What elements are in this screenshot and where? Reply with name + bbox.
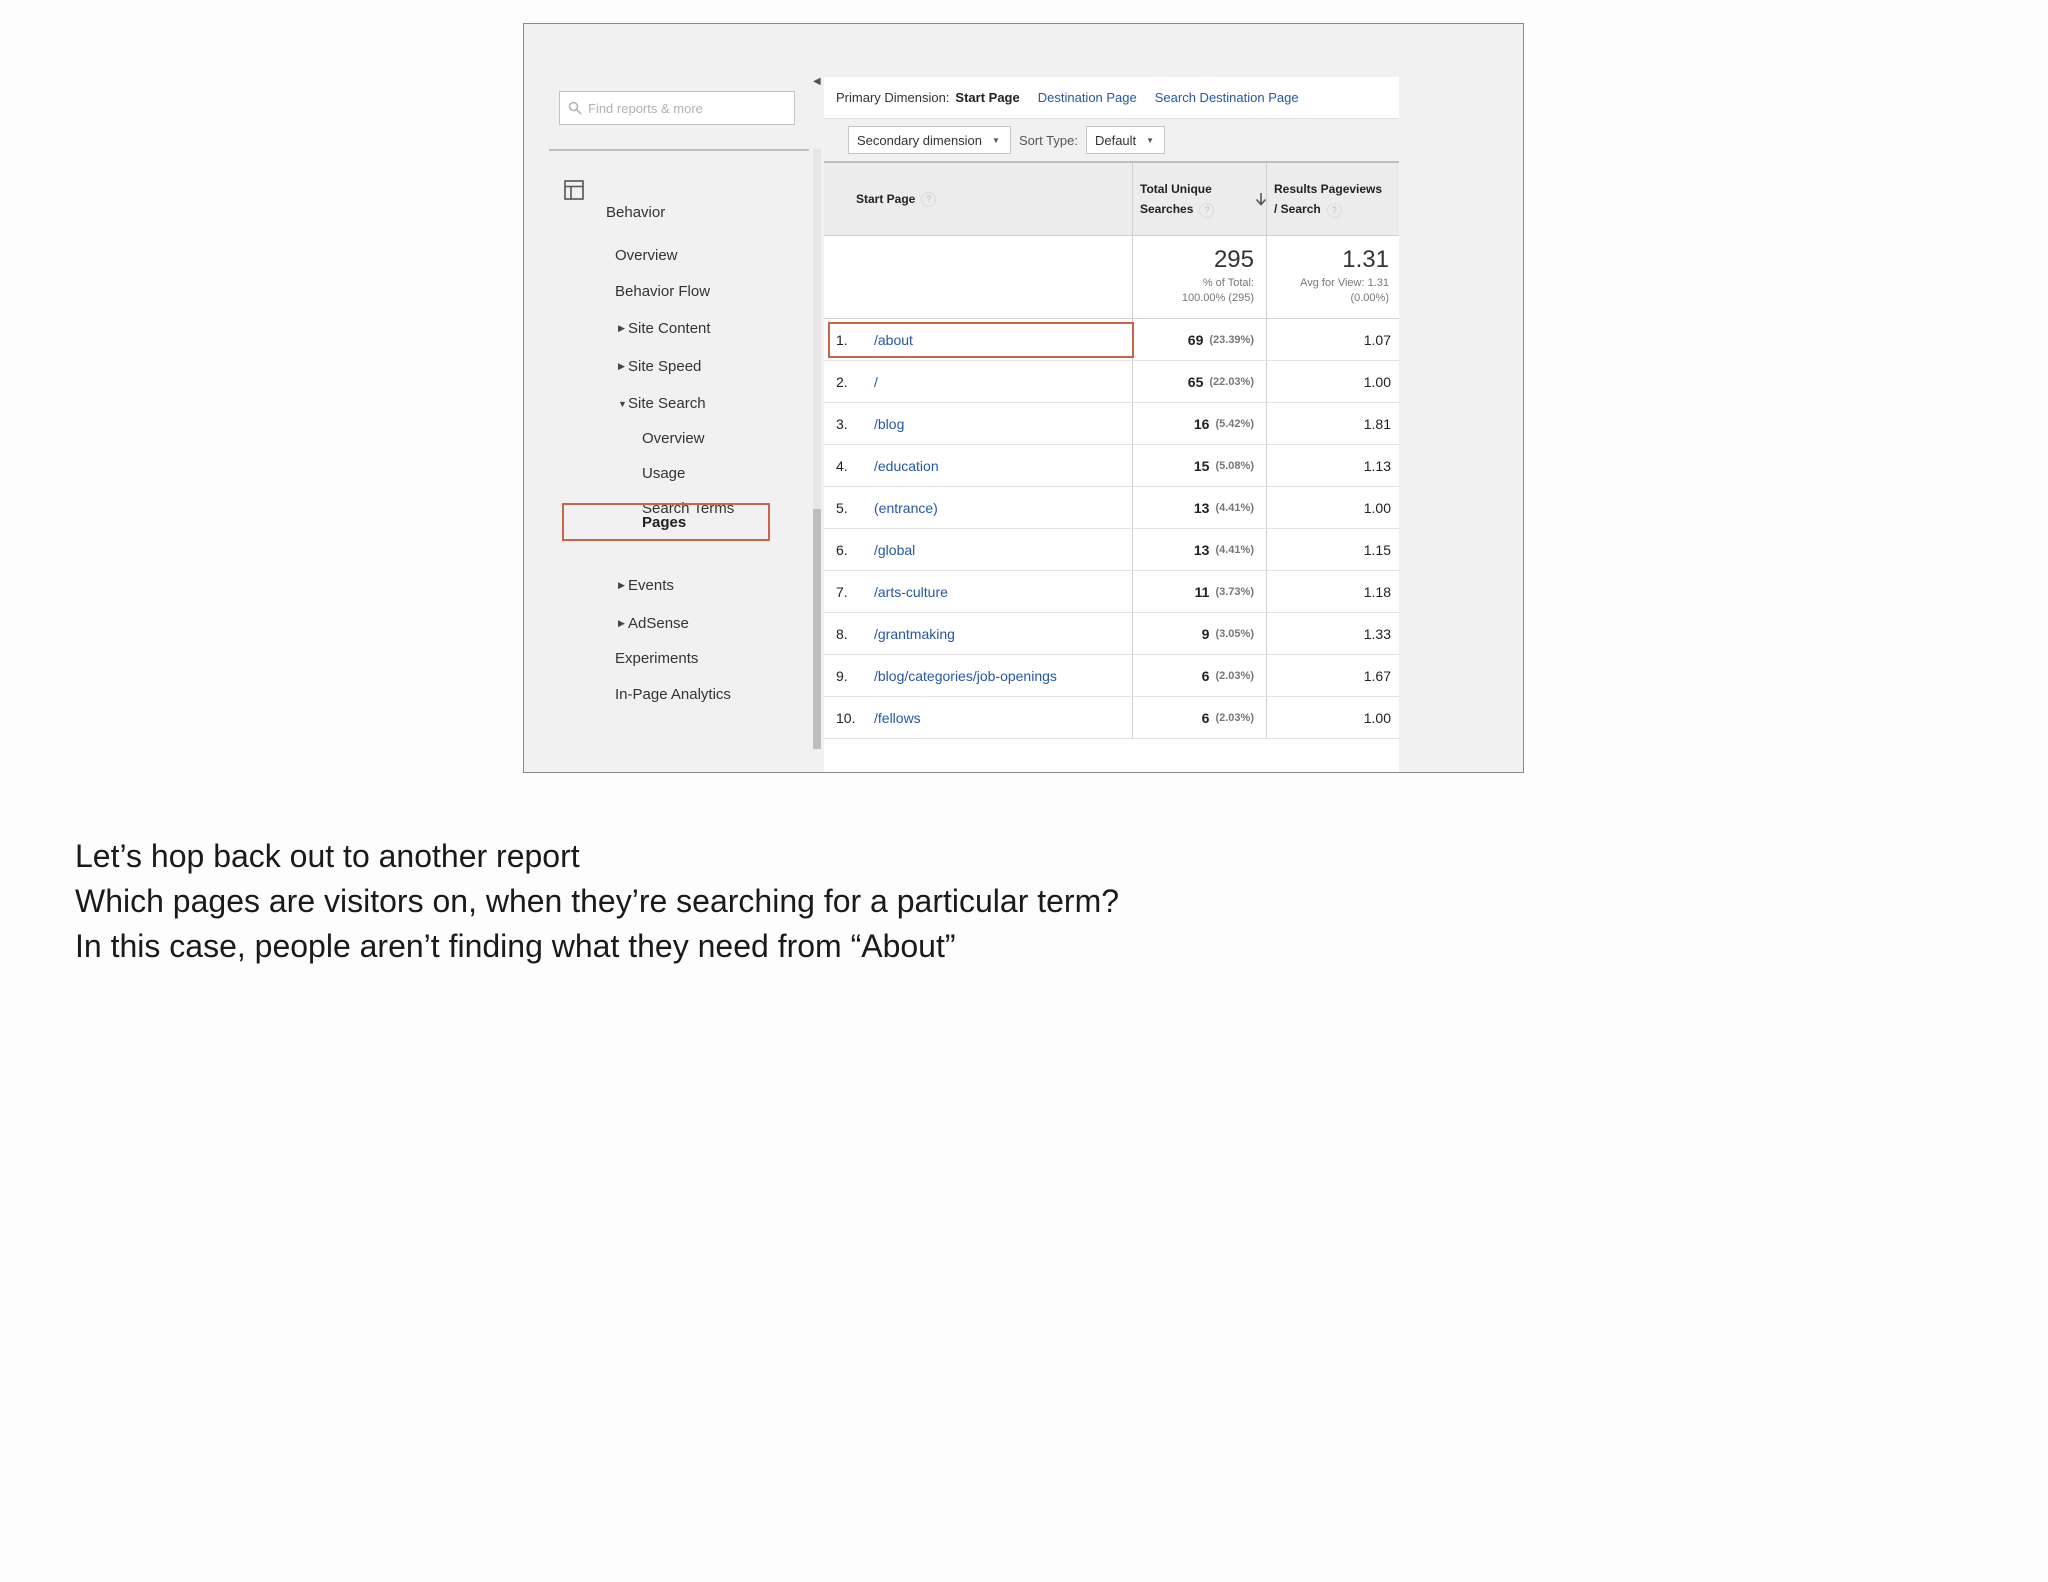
sort-type-dropdown[interactable] bbox=[1086, 126, 1165, 154]
column-divider bbox=[1266, 236, 1267, 318]
data-table bbox=[824, 161, 1399, 739]
start-page-link[interactable]: /fellows bbox=[874, 709, 921, 726]
column-header-results-pageviews[interactable] bbox=[1274, 163, 1382, 235]
results-pageviews-value: 1.00 bbox=[1363, 709, 1391, 726]
searches-cell bbox=[1195, 571, 1254, 612]
table-row bbox=[824, 361, 1399, 403]
sidebar-item-in-page-analytics[interactable] bbox=[615, 686, 731, 703]
column-divider bbox=[1266, 697, 1267, 738]
row-index: 10. bbox=[836, 709, 856, 726]
total-pageviews-sub1: Avg for View: 1.31 bbox=[1300, 277, 1389, 289]
column-divider bbox=[1266, 163, 1267, 235]
totals-row bbox=[824, 236, 1399, 319]
searches-value: 65 bbox=[1187, 373, 1204, 390]
column-header-label: / Search bbox=[1274, 202, 1321, 216]
searches-percent: (22.03%) bbox=[1209, 375, 1254, 388]
column-divider bbox=[1132, 655, 1133, 696]
sidebar-item-site-search[interactable] bbox=[618, 395, 706, 412]
column-divider bbox=[1266, 571, 1267, 612]
sidebar-item-label: Site Content bbox=[628, 320, 711, 337]
report-panel bbox=[824, 77, 1399, 773]
searches-percent: (23.39%) bbox=[1209, 333, 1254, 346]
help-icon[interactable]: ? bbox=[1327, 203, 1342, 218]
sidebar-item-experiments[interactable] bbox=[615, 650, 698, 667]
searches-percent: (5.42%) bbox=[1215, 417, 1254, 430]
results-pageviews-value: 1.13 bbox=[1363, 457, 1391, 474]
row-index: 9. bbox=[836, 667, 848, 684]
column-divider bbox=[1132, 403, 1133, 444]
results-pageviews-value: 1.67 bbox=[1363, 667, 1391, 684]
behavior-icon bbox=[564, 180, 584, 200]
row-index: 3. bbox=[836, 415, 848, 432]
start-page-link[interactable]: (entrance) bbox=[874, 499, 938, 516]
sidebar-item-behavior-flow[interactable] bbox=[615, 283, 710, 300]
chevron-down-icon: ▼ bbox=[992, 135, 1000, 145]
table-row bbox=[824, 613, 1399, 655]
searches-cell bbox=[1188, 361, 1254, 402]
sidebar-item-pages[interactable] bbox=[562, 503, 770, 541]
start-page-link[interactable]: /global bbox=[874, 541, 916, 558]
sidebar-item-site-content[interactable] bbox=[618, 320, 711, 337]
searches-cell bbox=[1202, 655, 1254, 696]
column-header-label: Searches bbox=[1140, 202, 1194, 216]
results-pageviews-value: 1.15 bbox=[1363, 541, 1391, 558]
searches-percent: (4.41%) bbox=[1215, 543, 1254, 556]
sort-type-label: Sort Type: bbox=[1018, 132, 1078, 148]
primary-dimension-bar bbox=[824, 77, 1399, 119]
sidebar-section-behavior[interactable] bbox=[606, 204, 665, 221]
column-divider bbox=[1266, 319, 1267, 360]
secondary-dimension-dropdown[interactable] bbox=[848, 126, 1011, 154]
searches-percent: (2.03%) bbox=[1215, 669, 1254, 682]
note-line-1: Let’s hop back out to another report bbox=[75, 838, 580, 874]
searches-percent: (4.41%) bbox=[1215, 501, 1254, 514]
start-page-link[interactable]: /education bbox=[874, 457, 939, 474]
expand-triangle-icon: ▶ bbox=[618, 323, 625, 333]
sidebar-item-events[interactable] bbox=[618, 577, 674, 594]
column-divider bbox=[1132, 529, 1133, 570]
expand-triangle-icon: ▶ bbox=[618, 580, 625, 590]
total-searches-sub1: % of Total: bbox=[1202, 277, 1254, 289]
note-line-2: Which pages are visitors on, when they’re searching for a particular term? bbox=[75, 883, 1120, 919]
primary-dimension-label: Primary Dimension: bbox=[836, 90, 950, 105]
searches-cell bbox=[1194, 445, 1254, 486]
sidebar-item-overview[interactable] bbox=[615, 247, 678, 264]
searches-cell bbox=[1202, 613, 1254, 654]
table-body bbox=[824, 319, 1399, 739]
expand-triangle-icon: ▶ bbox=[618, 361, 625, 371]
total-searches-sub2: 100.00% (295) bbox=[1181, 292, 1254, 304]
table-row bbox=[824, 697, 1399, 739]
sidebar-item-site-speed[interactable] bbox=[618, 358, 701, 375]
table-row bbox=[824, 445, 1399, 487]
searches-value: 13 bbox=[1193, 541, 1210, 558]
row-index: 5. bbox=[836, 499, 848, 516]
analytics-screenshot bbox=[523, 23, 1524, 773]
column-header-label: Start Page bbox=[856, 192, 916, 206]
sidebar-item-label: Site Speed bbox=[628, 358, 702, 375]
note-line-3: In this case, people aren’t finding what they need from “About” bbox=[75, 928, 956, 964]
collapse-triangle-icon: ▼ bbox=[618, 398, 627, 409]
searches-value: 9 bbox=[1201, 625, 1210, 642]
row-index: 4. bbox=[836, 457, 848, 474]
table-row bbox=[824, 487, 1399, 529]
column-divider bbox=[1132, 163, 1133, 235]
collapse-sidebar-icon[interactable]: ◀ bbox=[813, 76, 821, 87]
start-page-link[interactable]: /blog bbox=[874, 415, 905, 432]
table-row bbox=[824, 571, 1399, 613]
results-pageviews-value: 1.00 bbox=[1363, 373, 1391, 390]
sidebar-item-label: Search Terms bbox=[642, 500, 735, 517]
column-divider bbox=[1266, 403, 1267, 444]
column-divider bbox=[1266, 361, 1267, 402]
searches-cell bbox=[1188, 319, 1254, 360]
searches-percent: (3.05%) bbox=[1215, 627, 1254, 640]
row-index: 2. bbox=[836, 373, 848, 390]
column-divider bbox=[1132, 487, 1133, 528]
column-header-label: Results Pageviews bbox=[1274, 182, 1383, 196]
row-index: 8. bbox=[836, 625, 848, 642]
table-row bbox=[824, 529, 1399, 571]
table-row bbox=[824, 655, 1399, 697]
column-divider bbox=[1132, 361, 1133, 402]
chevron-down-icon: ▼ bbox=[1146, 135, 1155, 145]
total-pageviews-value: 1.31 bbox=[1342, 246, 1389, 273]
sidebar-section-label: Behavior bbox=[606, 204, 666, 221]
search-input[interactable] bbox=[559, 91, 795, 125]
column-divider bbox=[1132, 445, 1133, 486]
total-searches-subtext bbox=[1182, 276, 1254, 306]
dimension-start-page[interactable]: Start Page bbox=[955, 90, 1020, 105]
results-pageviews-value: 1.00 bbox=[1363, 499, 1391, 516]
sidebar-divider bbox=[549, 149, 809, 151]
start-page-link[interactable]: /blog/categories/job-openings bbox=[874, 667, 1057, 684]
secondary-dimension-label: Secondary dimension bbox=[857, 132, 983, 148]
sidebar-item-label: In-Page Analytics bbox=[615, 686, 731, 703]
searches-percent: (3.73%) bbox=[1215, 585, 1254, 598]
dimension-search-destination-page[interactable]: Search Destination Page bbox=[1154, 90, 1299, 105]
slide-notes bbox=[75, 834, 1119, 969]
searches-cell bbox=[1194, 487, 1254, 528]
results-pageviews-value: 1.33 bbox=[1363, 625, 1391, 642]
sidebar-item-adsense[interactable] bbox=[618, 615, 689, 632]
row-index: 1. bbox=[836, 331, 848, 348]
start-page-link[interactable]: /grantmaking bbox=[874, 625, 955, 642]
column-divider bbox=[1266, 613, 1267, 654]
sidebar-item-label: Behavior Flow bbox=[615, 283, 711, 300]
sidebar-item-label: AdSense bbox=[628, 615, 689, 632]
table-row bbox=[824, 319, 1399, 361]
column-divider bbox=[1132, 697, 1133, 738]
searches-value: 6 bbox=[1201, 709, 1210, 726]
sidebar-item-label: Site Search bbox=[628, 395, 706, 412]
searches-cell bbox=[1194, 529, 1254, 570]
searches-value: 13 bbox=[1193, 499, 1210, 516]
column-divider bbox=[1266, 487, 1267, 528]
total-pageviews-subtext bbox=[1300, 276, 1389, 306]
searches-value: 6 bbox=[1201, 667, 1210, 684]
sidebar-item-label: Experiments bbox=[615, 650, 699, 667]
total-pageviews-sub2: (0.00%) bbox=[1350, 292, 1389, 304]
sidebar-item-label: Overview bbox=[615, 247, 678, 264]
column-header-start-page[interactable] bbox=[856, 163, 936, 235]
search-placeholder: Find reports & more bbox=[588, 100, 703, 116]
help-icon[interactable]: ? bbox=[1199, 203, 1214, 218]
sidebar-item-usage[interactable] bbox=[642, 465, 685, 482]
table-controls bbox=[824, 119, 1399, 161]
searches-value: 16 bbox=[1193, 415, 1210, 432]
expand-triangle-icon: ▶ bbox=[618, 618, 625, 628]
sidebar-item-label: Events bbox=[628, 577, 674, 594]
searches-cell bbox=[1202, 697, 1254, 738]
results-pageviews-value: 1.07 bbox=[1363, 331, 1391, 348]
sidebar-item-search-overview[interactable] bbox=[642, 430, 705, 447]
row-index: 6. bbox=[836, 541, 848, 558]
sidebar-item-label: Pages bbox=[642, 513, 687, 531]
searches-value: 15 bbox=[1193, 457, 1210, 474]
sidebar bbox=[524, 24, 817, 772]
searches-value: 69 bbox=[1187, 331, 1204, 348]
start-page-link[interactable]: /about bbox=[874, 331, 913, 348]
searches-percent: (5.08%) bbox=[1215, 459, 1254, 472]
column-divider bbox=[1266, 529, 1267, 570]
sidebar-item-label: Overview bbox=[642, 430, 705, 447]
search-icon bbox=[568, 101, 582, 115]
table-header bbox=[824, 161, 1399, 236]
column-divider bbox=[1266, 655, 1267, 696]
column-header-total-unique-searches[interactable] bbox=[1140, 163, 1267, 235]
help-icon[interactable]: ? bbox=[921, 192, 936, 207]
searches-value: 11 bbox=[1194, 583, 1210, 600]
start-page-link[interactable]: /arts-culture bbox=[874, 583, 948, 600]
total-searches-value: 295 bbox=[1213, 246, 1254, 273]
column-divider bbox=[1132, 571, 1133, 612]
sort-type-value: Default bbox=[1094, 132, 1137, 148]
searches-cell bbox=[1194, 403, 1254, 444]
column-divider bbox=[1266, 445, 1267, 486]
results-pageviews-value: 1.81 bbox=[1363, 415, 1391, 432]
column-divider bbox=[1132, 613, 1133, 654]
sidebar-item-label: Usage bbox=[642, 465, 686, 482]
row-index: 7. bbox=[836, 583, 848, 600]
results-pageviews-value: 1.18 bbox=[1363, 583, 1391, 600]
column-divider bbox=[1132, 236, 1133, 318]
column-header-label: Total Unique bbox=[1140, 182, 1212, 196]
dimension-destination-page[interactable]: Destination Page bbox=[1037, 90, 1137, 105]
table-row bbox=[824, 403, 1399, 445]
start-page-link[interactable]: / bbox=[874, 373, 878, 390]
searches-percent: (2.03%) bbox=[1215, 711, 1254, 724]
scrollbar-thumb[interactable] bbox=[813, 509, 821, 749]
